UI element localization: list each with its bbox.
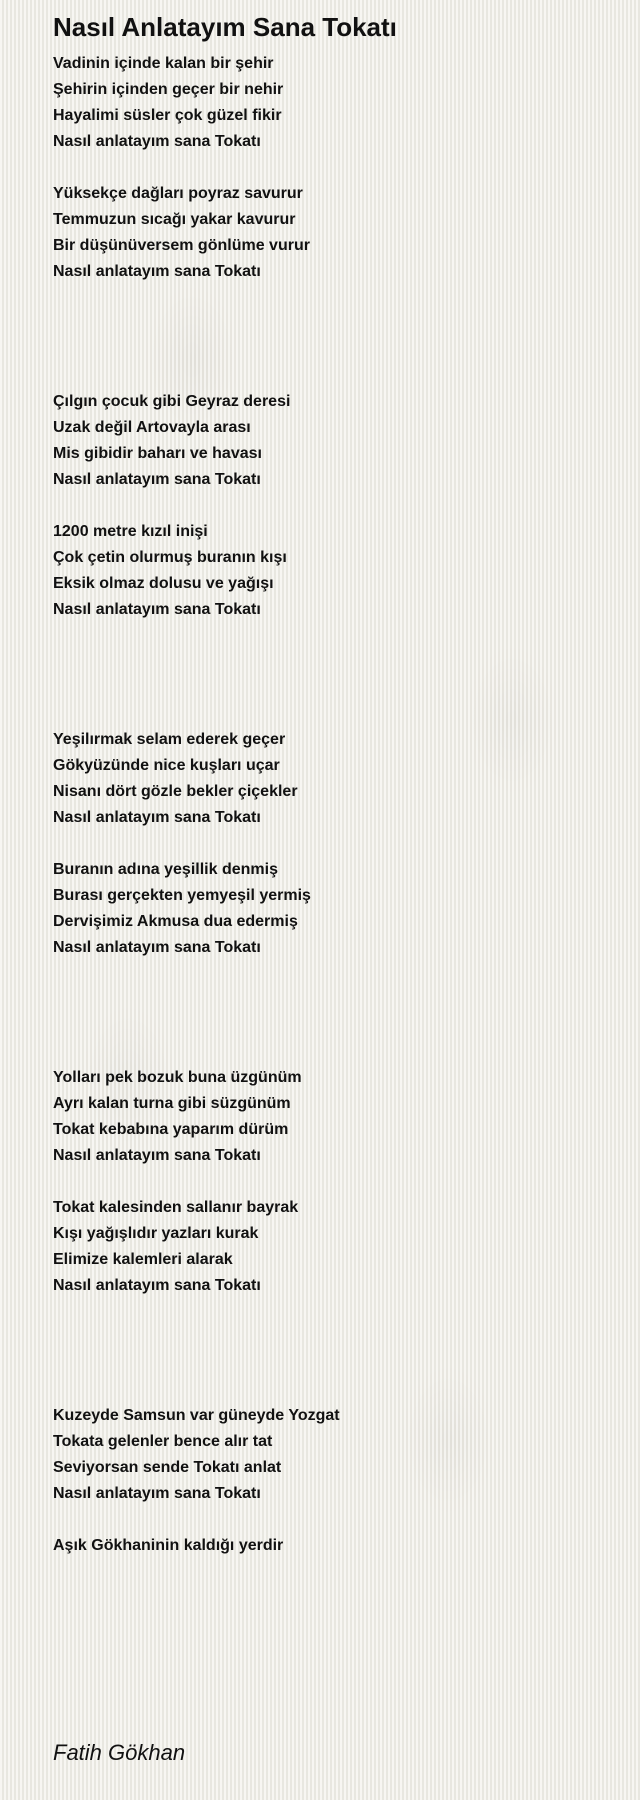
poem-line: Nasıl anlatayım sana Tokatı [53,1485,261,1502]
poem-line: Nasıl anlatayım sana Tokatı [53,601,261,618]
poem-line: Yüksekçe dağları poyraz savurur [53,185,303,202]
stanza-9 [53,1403,613,1507]
section-gap [53,623,613,727]
stanza-gap [53,155,613,181]
stanza-gap [53,1507,613,1533]
poem-line: Bir düşünüversem gönlüme vurur [53,237,310,254]
poem-line: Çılgın çocuk gibi Geyraz deresi [53,393,291,410]
poem-line: Nasıl anlatayım sana Tokatı [53,809,261,826]
stanza-gap [53,1169,613,1195]
poem-line: Dervişimiz Akmusa dua edermiş [53,913,298,930]
poem-title: Nasıl Anlatayım Sana Tokatı [53,12,397,42]
poem-line: Temmuzun sıcağı yakar kavurur [53,211,296,228]
poem-line: Kuzeyde Samsun var güneyde Yozgat [53,1407,340,1424]
stanza-gap [53,493,613,519]
poem-line: Nasıl anlatayım sana Tokatı [53,263,261,280]
section-gap [53,961,613,1065]
poem-line: Yeşilırmak selam ederek geçer [53,731,286,748]
poem-container [53,10,613,1559]
poem-line: Nasıl anlatayım sana Tokatı [53,471,261,488]
stanza-6 [53,857,613,961]
poem-line: Seviyorsan sende Tokatı anlat [53,1459,282,1476]
poem-line: Vadinin içinde kalan bir şehir [53,55,274,72]
poem-line: Gökyüzünde nice kuşları uçar [53,757,280,774]
stanza-8 [53,1195,613,1299]
poem-line: Ayrı kalan turna gibi süzgünüm [53,1095,291,1112]
poem-line: Aşık Gökhaninin kaldığı yerdir [53,1537,284,1554]
poem-line: Nisanı dört gözle bekler çiçekler [53,783,298,800]
poem-line: Tokat kalesinden sallanır bayrak [53,1199,299,1216]
section-gap [53,1299,613,1403]
poem-line: Tokata gelenler bence alır tat [53,1433,273,1450]
poem-line: Çok çetin olurmuş buranın kışı [53,549,287,566]
stanza-4 [53,519,613,623]
poem-line: Nasıl anlatayım sana Tokatı [53,1277,261,1294]
poem-line: Nasıl anlatayım sana Tokatı [53,1147,261,1164]
poem-line: Şehirin içinden geçer bir nehir [53,81,284,98]
poem-line: Tokat kebabına yaparım dürüm [53,1121,289,1138]
poem-line: Buranın adına yeşillik denmiş [53,861,278,878]
stanza-5 [53,727,613,831]
stanza-10 [53,1533,613,1559]
stanza-1 [53,51,613,155]
poem-line: Nasıl anlatayım sana Tokatı [53,133,261,150]
poem-line: Nasıl anlatayım sana Tokatı [53,939,261,956]
stanza-2 [53,181,613,285]
poem-line: Burası gerçekten yemyeşil yermiş [53,887,311,904]
poem-line: Elimize kalemleri alarak [53,1251,233,1268]
poem-line: Yolları pek bozuk buna üzgünüm [53,1069,302,1086]
poem-line: Hayalimi süsler çok güzel fikir [53,107,282,124]
poem-line: Mis gibidir baharı ve havası [53,445,262,462]
section-gap [53,285,613,389]
stanza-gap [53,831,613,857]
stanza-7 [53,1065,613,1169]
poem-line: Eksik olmaz dolusu ve yağışı [53,575,274,592]
author-name: Fatih Gökhan [53,1740,186,1765]
stanza-3 [53,389,613,493]
poem-line: Uzak değil Artovayla arası [53,419,251,436]
poem-line: Kışı yağışlıdır yazları kurak [53,1225,259,1242]
poem-line: 1200 metre kızıl inişi [53,523,208,540]
